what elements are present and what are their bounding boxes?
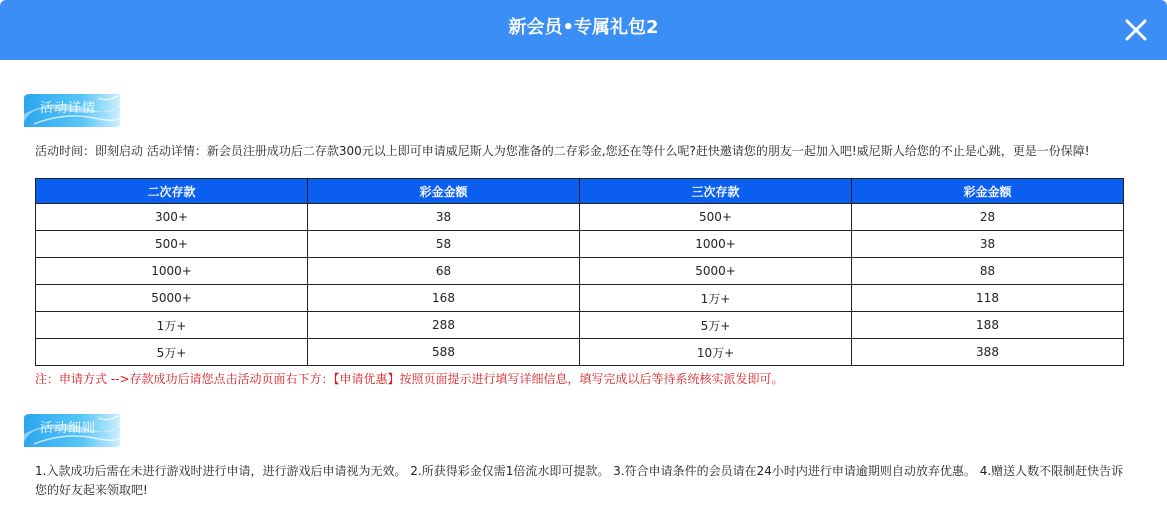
table-cell: 1000+ [580,231,852,258]
activity-description: 活动时间：即刻启动 活动详情：新会员注册成功后二存款300元以上即可申请威尼斯人为您准备的二存彩金,您还在等什么呢?赶快邀请您的朋友一起加入吧!威尼斯人给您的不止是心跳，更是一份保障! [35,144,1090,158]
section-badge-details [24,94,120,127]
table-cell: 10万+ [580,339,852,366]
table-header-row [36,179,1124,204]
table-cell: 58 [308,231,580,258]
table-row [36,258,1124,285]
table-cell: 188 [852,312,1124,339]
close-button[interactable] [1121,15,1151,45]
table-row [36,339,1124,366]
table-cell: 300+ [36,204,308,231]
table-row [36,204,1124,231]
section-badge-rules [24,414,120,447]
modal-title: 新会员•专属礼包2 [508,17,659,38]
badge-label-rules: 活动细则 [40,421,97,436]
table-cell: 28 [852,204,1124,231]
column-header: 彩金金额 [852,179,1124,204]
table-row [36,231,1124,258]
table-cell: 168 [308,285,580,312]
table-cell: 500+ [580,204,852,231]
table-cell: 38 [852,231,1124,258]
column-header: 彩金金额 [308,179,580,204]
table-cell: 88 [852,258,1124,285]
modal-header [0,0,1167,60]
activity-rules: 1.入款成功后需在未进行游戏时进行申请，进行游戏后申请视为无效。 2.所获得彩金仅需1倍流水即可提款。 3.符合申请条件的会员请在24小时内进行申请逾期则自动放弃优惠。 4.赠送人数不限制赶快告诉您的好友起来领取吧! [35,464,1124,497]
table-cell: 500+ [36,231,308,258]
application-note: 注：申请方式 -->存款成功后请您点击活动页面右下方：【申请优惠】按照页面提示进行填写详细信息，填写完成以后等待系统核实派发即可。 [35,372,784,386]
table-cell: 5万+ [36,339,308,366]
table-cell: 1000+ [36,258,308,285]
table-cell: 288 [308,312,580,339]
table-cell: 388 [852,339,1124,366]
badge-label-details: 活动详情 [40,101,97,116]
table-cell: 68 [308,258,580,285]
table-cell: 5000+ [580,258,852,285]
bonus-table [35,178,1124,366]
table-cell: 118 [852,285,1124,312]
table-row [36,285,1124,312]
close-icon [1121,15,1151,45]
table-cell: 588 [308,339,580,366]
table-cell: 1万+ [580,285,852,312]
table-cell: 5000+ [36,285,308,312]
column-header: 二次存款 [36,179,308,204]
table-cell: 5万+ [580,312,852,339]
table-cell: 1万+ [36,312,308,339]
column-header: 三次存款 [580,179,852,204]
table-row [36,312,1124,339]
table-cell: 38 [308,204,580,231]
